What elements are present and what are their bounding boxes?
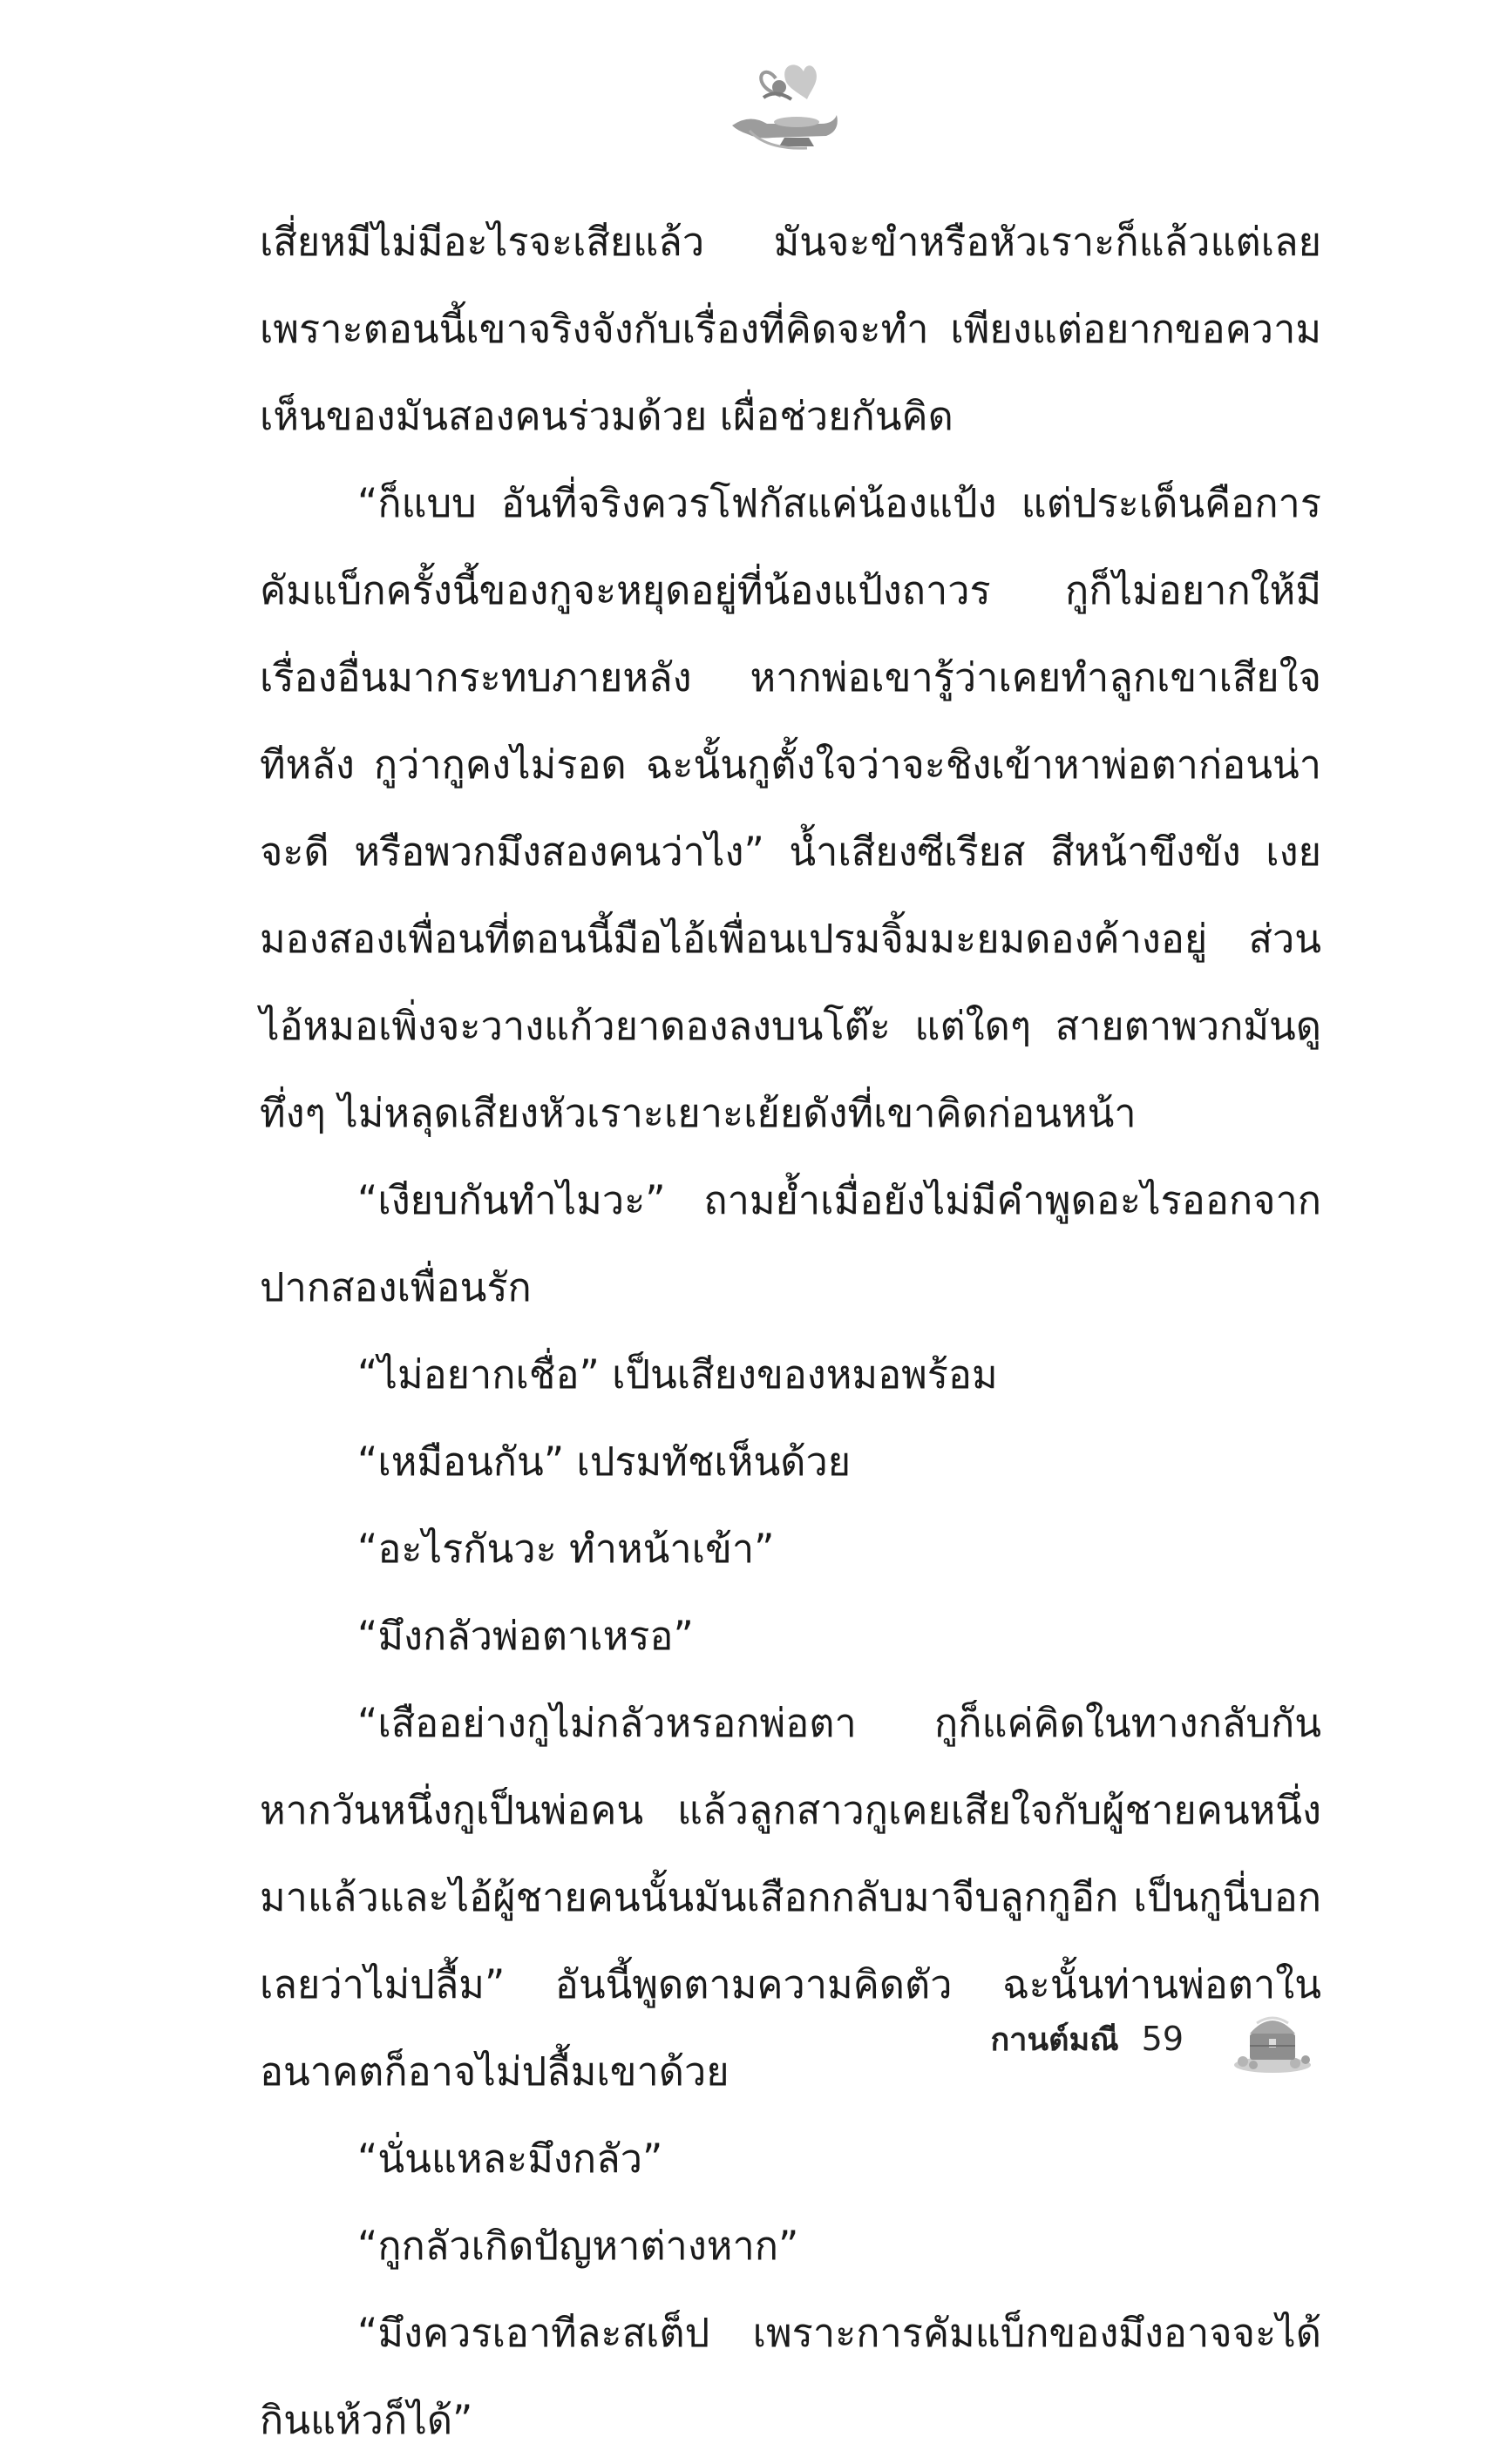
paragraph: “นั่นแหละมึงกลัว” — [357, 2136, 663, 2182]
paragraph: “มึงกลัวพ่อตาเหรอ” — [357, 1613, 694, 1659]
paragraph: “มึงควรเอาทีละสเต็ป เพราะการคัมแบ็กของมึงอาจจะได้กินแห้วก็ได้” — [260, 2310, 1321, 2443]
cupid-genie-lamp-icon — [723, 52, 845, 157]
paragraph: “เหมือนกัน” เปรมทัชเห็นด้วย — [357, 1438, 852, 1485]
book-title: กานต์มณี — [990, 2021, 1119, 2058]
paragraph: “กูกลัวเกิดปัญหาต่างหาก” — [357, 2223, 799, 2269]
paragraph: เสี่ยหมีไม่มีอะไรจะเสียแล้ว มันจะขำหรือหัวเราะก็แล้วแต่เลย เพราะตอนนี้เขาจริงจังกับเรื่องที่คิดจะทำ เพียงแต่อยากขอความเห็นของมันสองคนร่วมด้วย เผื่อช่วยกันคิด — [260, 219, 1321, 439]
paragraph: “เสืออย่างกูไม่กลัวหรอกพ่อตา กูก็แค่คิดในทางกลับกันหากวันหนึ่งกูเป็นพ่อคน แล้วลูกสาวกูเคยเสียใจกับผู้ชายคนหนึ่งมาแล้วและไอ้ผู้ชายคนนั้นมันเสือกกลับมาจีบลูกกูอีก เป็นกูนี่บอกเลยว่าไม่ปลื้ม” อันนี้พูดตามความคิดตัว ฉะนั้นท่านพ่อตาในอนาคตก็อาจไม่ปลื้มเขาด้วย — [260, 1700, 1321, 2095]
treasure-chest-icon — [1231, 2004, 1314, 2074]
paragraph: “ก็แบบ อันที่จริงควรโฟกัสแค่น้องแป้ง แต่ประเด็นคือการคัมแบ็กครั้งนี้ของกูจะหยุดอยู่ที่น้องแป้งถาวร กูก็ไม่อยากให้มีเรื่องอื่นมากระทบภายหลัง หากพ่อเขารู้ว่าเคยทำลูกเขาเสียใจทีหลัง กูว่ากูคงไม่รอด ฉะนั้นกูตั้งใจว่าจะชิงเข้าหาพ่อตาก่อนน่าจะดี หรือพวกมึงสองคนว่าไง” น้ำเสียงซีเรียส สีหน้าขึงขัง เงยมองสองเพื่อนที่ตอนนี้มือไอ้เพื่อนเปรมจิ้มมะยมดองค้างอยู่ ส่วนไอ้หมอเพิ่งจะวางแก้วยาดองลงบนโต๊ะ แต่ใดๆ สายตาพวกมันดูทึ่งๆ ไม่หลุดเสียงหัวเราะเยาะเย้ยดังที่เขาคิดก่อนหน้า — [260, 480, 1321, 1136]
paragraph: “ไม่อยากเชื่อ” เป็นเสียงของหมอพร้อม — [357, 1351, 998, 1398]
page-number: 59 — [1141, 2020, 1184, 2058]
body-text — [260, 199, 1321, 2464]
paragraph: “เงียบกันทำไมวะ” ถามย้ำเมื่อยังไม่มีคำพูดอะไรออกจากปากสองเพื่อนรัก — [260, 1177, 1321, 1310]
paragraph: “อะไรกันวะ ทำหน้าเข้า” — [357, 1526, 775, 1572]
page-footer — [991, 2004, 1315, 2074]
